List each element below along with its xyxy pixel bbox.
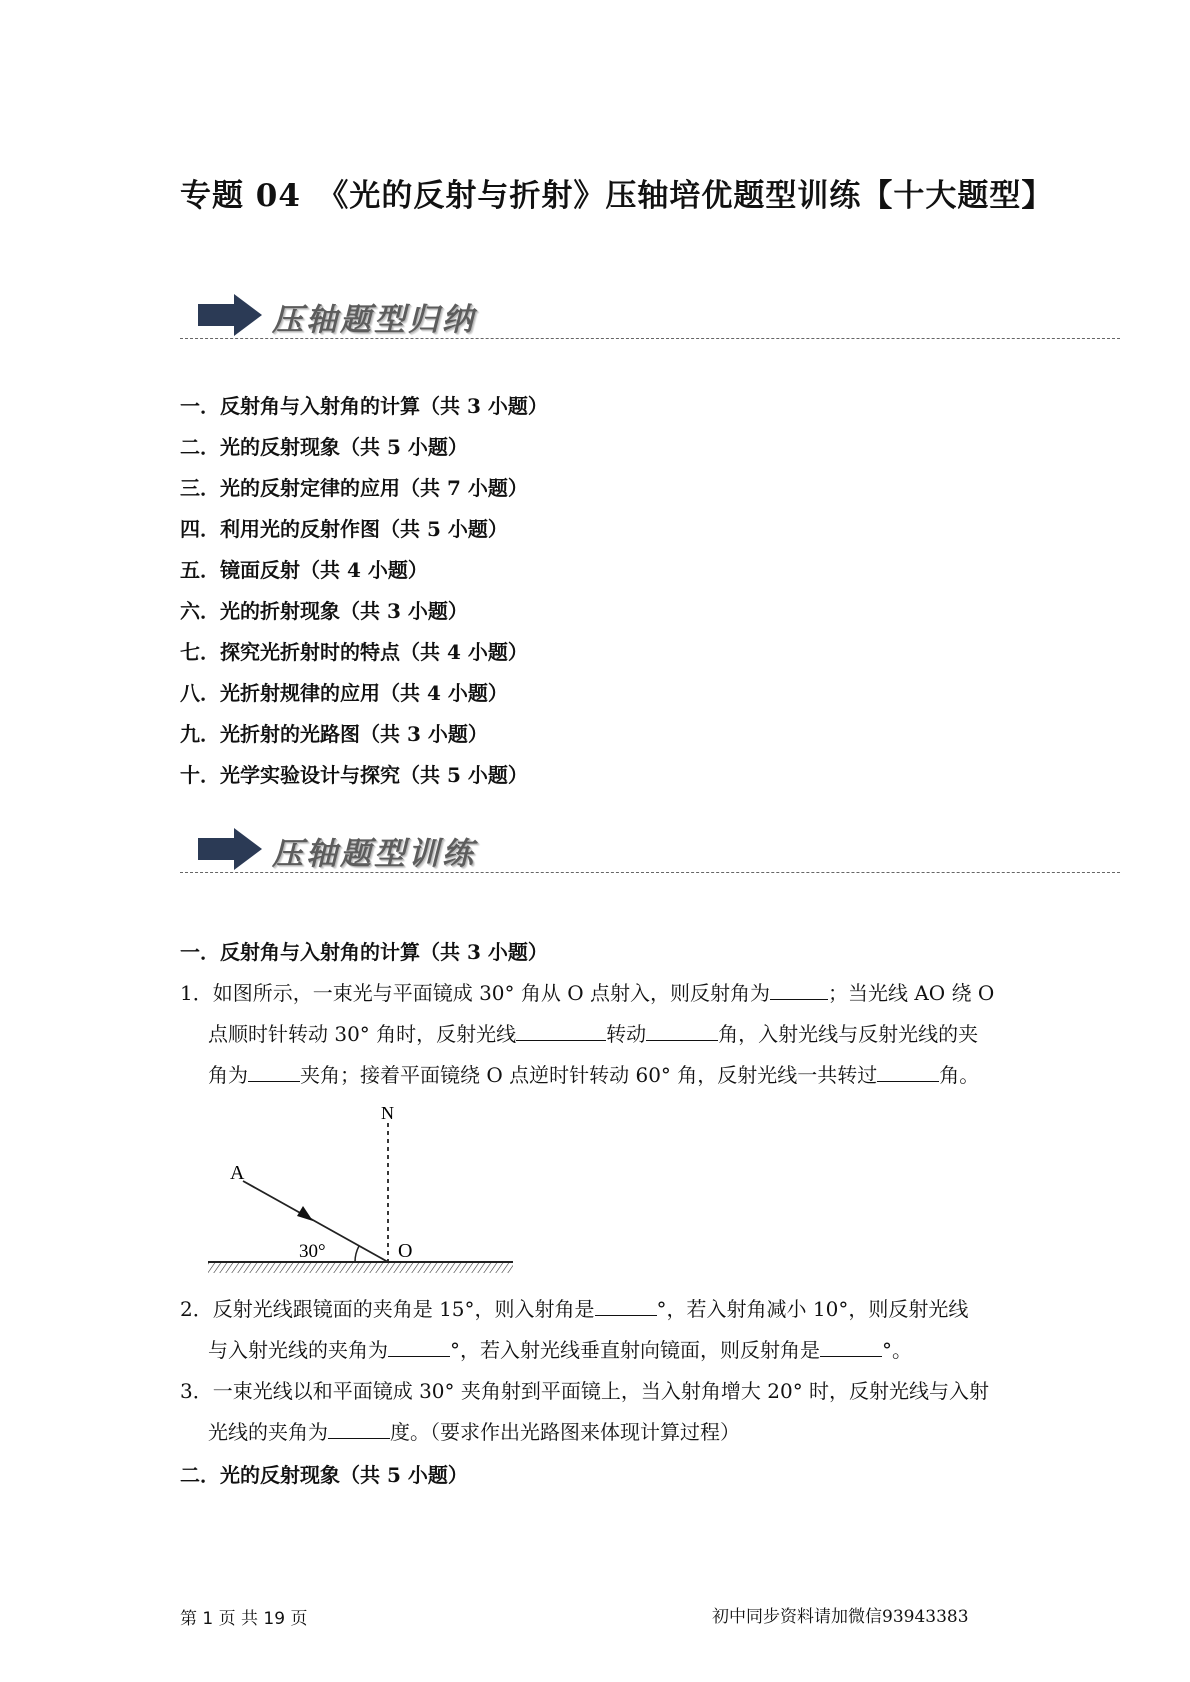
- question-text: 角。: [939, 1063, 980, 1087]
- answer-blank[interactable]: [595, 1293, 657, 1316]
- topic-item: 二．光的反射现象（共 5 小题）: [180, 435, 468, 459]
- answer-blank[interactable]: [328, 1416, 390, 1439]
- reflection-diagram: [205, 1105, 515, 1285]
- question-text: 光线的夹角为: [208, 1420, 328, 1444]
- answer-blank[interactable]: [248, 1059, 300, 1082]
- label-a: A: [230, 1162, 245, 1184]
- mirror-hatching: [208, 1262, 513, 1273]
- topic-item: 五．镜面反射（共 4 小题）: [180, 558, 428, 582]
- topic-item: 一．反射角与入射角的计算（共 3 小题）: [180, 394, 548, 418]
- question-text: 1．如图所示，一束光与平面镜成 30° 角从 O 点射入，则反射角为: [180, 981, 770, 1005]
- question-text: 转动: [606, 1022, 647, 1046]
- topic-item: 三．光的反射定律的应用（共 7 小题）: [180, 476, 528, 500]
- section-heading-2: 二．光的反射现象（共 5 小题）: [180, 1463, 468, 1487]
- topic-item: 七．探究光折射时的特点（共 4 小题）: [180, 640, 528, 664]
- answer-blank[interactable]: [877, 1059, 939, 1082]
- question-3: [180, 1371, 1010, 1453]
- question-text: 2．反射光线跟镜面的夹角是 15°，则入射角是: [180, 1297, 595, 1321]
- arrow-right-icon: [198, 294, 264, 336]
- question-text: 角为: [208, 1063, 248, 1087]
- question-text: 与入射光线的夹角为: [208, 1338, 388, 1362]
- topic-item: 十．光学实验设计与探究（共 5 小题）: [180, 763, 528, 787]
- angle-arc: [355, 1246, 359, 1262]
- question-2: [180, 1289, 1010, 1371]
- arrow-right-icon: [198, 828, 264, 870]
- answer-blank[interactable]: [388, 1334, 450, 1357]
- footer-note: 初中同步资料请加微信93943383: [712, 1607, 969, 1627]
- training-banner-title: 压轴题型训练: [272, 836, 476, 872]
- question-1: [180, 973, 1010, 1096]
- topic-item: 九．光折射的光路图（共 3 小题）: [180, 722, 488, 746]
- ray-arrowhead: [297, 1206, 313, 1221]
- answer-blank[interactable]: [770, 977, 828, 1000]
- question-text: 度。（要求作出光路图来体现计算过程）: [390, 1420, 740, 1444]
- dashed-divider: [180, 872, 1120, 873]
- answer-blank[interactable]: [516, 1018, 606, 1041]
- question-text: 3．一束光线以和平面镜成 30° 夹角射到平面镜上，当入射角增大 20° 时，反射光线与入射: [180, 1379, 990, 1403]
- topic-item: 四．利用光的反射作图（共 5 小题）: [180, 517, 508, 541]
- topic-list: [180, 392, 980, 802]
- question-text: ；当光线 AO 绕 O: [828, 981, 995, 1005]
- question-text: 角，入射光线与反射光线的夹: [718, 1022, 979, 1046]
- label-n: N: [381, 1105, 394, 1123]
- training-banner: [180, 822, 1120, 882]
- summary-banner-title: 压轴题型归纳: [272, 302, 476, 338]
- label-o: O: [398, 1240, 413, 1262]
- label-angle: 30°: [299, 1241, 326, 1262]
- question-text: °。: [882, 1338, 912, 1362]
- question-text: °，若入射光线垂直射向镜面，则反射角是: [450, 1338, 820, 1362]
- question-text: °，若入射角减小 10°，则反射光线: [656, 1297, 969, 1321]
- section-heading-1: 一．反射角与入射角的计算（共 3 小题）: [180, 940, 548, 964]
- answer-blank[interactable]: [646, 1018, 718, 1041]
- question-text: 点顺时针转动 30° 角时，反射光线: [208, 1022, 517, 1046]
- summary-banner: [180, 288, 1120, 348]
- question-text: 夹角；接着平面镜绕 O 点逆时针转动 60° 角，反射光线一共转过: [300, 1063, 878, 1087]
- page-number: 第 1 页 共 19 页: [180, 1609, 308, 1629]
- page-title: 专题 04 《光的反射与折射》压轴培优题型训练【十大题型】: [180, 178, 1054, 214]
- answer-blank[interactable]: [820, 1334, 882, 1357]
- topic-item: 六．光的折射现象（共 3 小题）: [180, 599, 468, 623]
- dashed-divider: [180, 338, 1120, 339]
- topic-item: 八．光折射规律的应用（共 4 小题）: [180, 681, 508, 705]
